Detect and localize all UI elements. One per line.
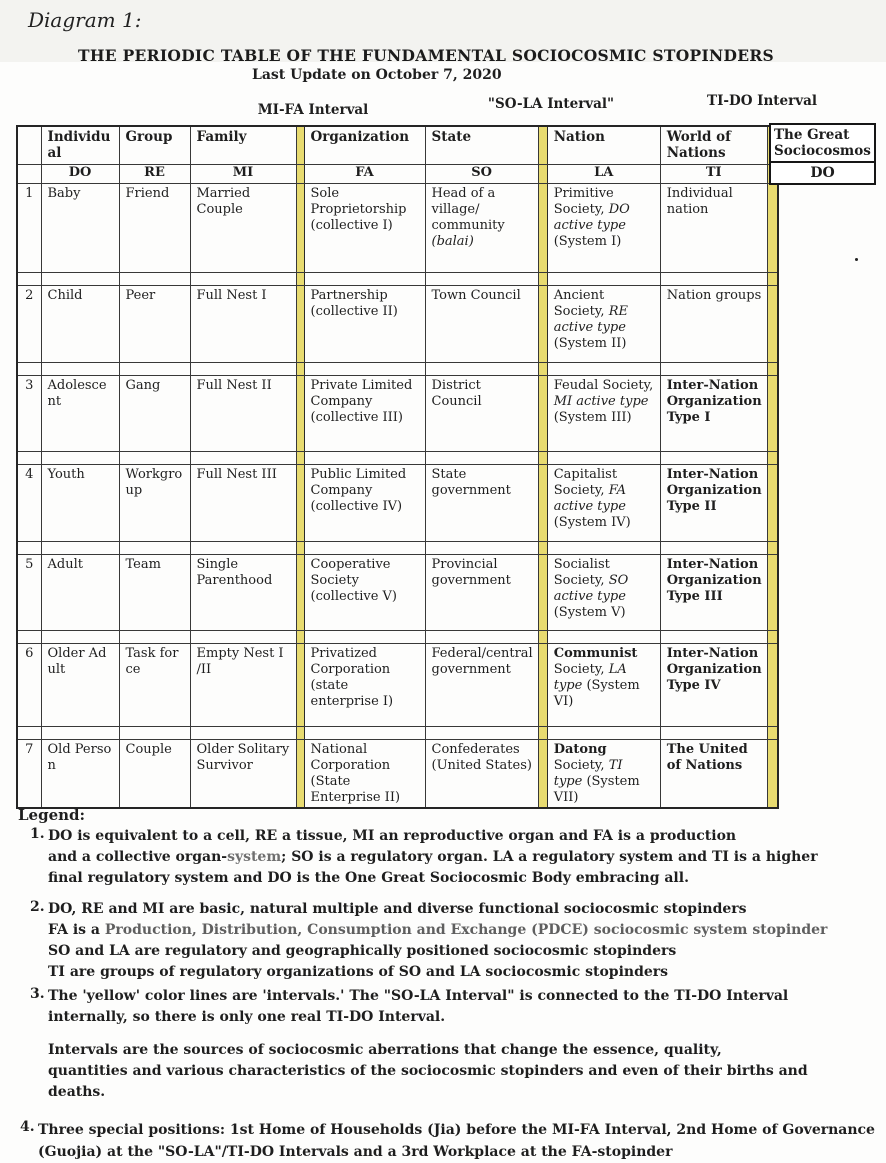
row-number: 6 bbox=[17, 643, 41, 726]
ti-do-interval-band bbox=[767, 285, 778, 362]
ti-do-interval-band bbox=[767, 464, 778, 541]
col-header-nation: Nation bbox=[547, 126, 660, 164]
spacer-row bbox=[17, 362, 778, 375]
table-row-2 bbox=[17, 285, 778, 362]
cell-group: Friend bbox=[119, 183, 190, 272]
table-row-7 bbox=[17, 739, 778, 808]
col-header-world: World of Nations bbox=[660, 126, 767, 164]
mi-fa-interval-band bbox=[296, 126, 304, 164]
note-fa: FA bbox=[304, 164, 425, 183]
so-la-interval-label: "SO-LA Interval" bbox=[487, 96, 615, 112]
cell-world: Nation groups bbox=[660, 285, 767, 362]
legend-line: Intervals are the sources of sociocosmic aberrations that change the essence, quality, bbox=[48, 1042, 722, 1058]
legend-title: Legend: bbox=[18, 806, 86, 824]
cell-state: Town Council bbox=[425, 285, 538, 362]
diagram-label: Diagram 1: bbox=[28, 8, 142, 32]
spacer-row bbox=[17, 272, 778, 285]
mi-fa-interval-band bbox=[296, 643, 304, 726]
legend-line: quantities and various characteristics of the sociocosmic stopinders and even of their births and bbox=[48, 1063, 808, 1079]
cell-family: Married Couple bbox=[190, 183, 296, 272]
legend-section bbox=[0, 800, 880, 1163]
cell-organization: Cooperative Society (collective V) bbox=[304, 554, 425, 630]
cell-individual: Baby bbox=[41, 183, 119, 272]
col-header-organization: Organization bbox=[304, 126, 425, 164]
cell-organization: Public Limited Company (collective IV) bbox=[304, 464, 425, 541]
cell-world: Inter-Nation Organization Type I bbox=[660, 375, 767, 451]
mi-fa-interval-band bbox=[296, 554, 304, 630]
cell-nation: Feudal Society, MI active type (System III) bbox=[547, 375, 660, 451]
cell-state: Federal/central government bbox=[425, 643, 538, 726]
ti-do-interval-band bbox=[767, 183, 778, 272]
row-number: 2 bbox=[17, 285, 41, 362]
table-row-1 bbox=[17, 183, 778, 272]
legend-line: The 'yellow' color lines are 'intervals.' The "SO-LA Interval" is connected to the TI-DO Interval bbox=[48, 988, 789, 1004]
great-sociocosmos-note-do: DO bbox=[769, 163, 876, 185]
spacer-row bbox=[17, 630, 778, 643]
cell-individual: Adolescent bbox=[41, 375, 119, 451]
so-la-interval-band bbox=[538, 554, 547, 630]
cell-organization: Sole Proprietorship (collective I) bbox=[304, 183, 425, 272]
ti-do-interval-band bbox=[767, 554, 778, 630]
cell-family: Single Parenthood bbox=[190, 554, 296, 630]
cell-family: Full Nest III bbox=[190, 464, 296, 541]
legend-item-3-paragraph-2 bbox=[48, 1040, 880, 1103]
corner-cell bbox=[17, 164, 41, 183]
so-la-interval-band bbox=[538, 164, 547, 183]
legend-line: (Guojia) at the "SO-LA"/TI-DO Intervals and a 3rd Workplace at the FA-stopinder bbox=[38, 1144, 673, 1160]
page-title: THE PERIODIC TABLE OF THE FUNDAMENTAL SOCIOCOSMIC STOPINDERS bbox=[78, 46, 775, 65]
legend-item-number: 1. bbox=[30, 826, 45, 842]
cell-family: Older Solitary Survivor bbox=[190, 739, 296, 808]
great-sociocosmos-title: The Great Sociocosmos bbox=[769, 123, 876, 163]
mi-fa-interval-band bbox=[296, 464, 304, 541]
corner-cell bbox=[17, 126, 41, 164]
row-number: 4 bbox=[17, 464, 41, 541]
mi-fa-interval-band bbox=[296, 183, 304, 272]
spacer-row bbox=[17, 726, 778, 739]
cell-individual: Child bbox=[41, 285, 119, 362]
cell-individual: Adult bbox=[41, 554, 119, 630]
mi-fa-interval-band bbox=[296, 285, 304, 362]
note-mi: MI bbox=[190, 164, 296, 183]
so-la-interval-band bbox=[538, 126, 547, 164]
cell-organization: Privatized Corporation (state enterprise I) bbox=[304, 643, 425, 726]
cell-state: Head of a village/ community (balai) bbox=[425, 183, 538, 272]
cell-nation: Datong Society, TI type (System VII) bbox=[547, 739, 660, 808]
cell-nation: Ancient Society, RE active type (System II) bbox=[547, 285, 660, 362]
cell-group: Workgroup bbox=[119, 464, 190, 541]
note-row bbox=[17, 164, 778, 183]
legend-item-number: 2. bbox=[30, 899, 45, 915]
table-row-3 bbox=[17, 375, 778, 451]
cell-family: Full Nest I bbox=[190, 285, 296, 362]
legend-line: DO is equivalent to a cell, RE a tissue, MI an reproductive organ and FA is a production bbox=[48, 828, 737, 844]
row-number: 3 bbox=[17, 375, 41, 451]
table-row-6 bbox=[17, 643, 778, 726]
legend-line: DO, RE and MI are basic, natural multiple and diverse functional sociocosmic stopinders bbox=[48, 901, 747, 917]
cell-state: Confederates (United States) bbox=[425, 739, 538, 808]
note-la: LA bbox=[547, 164, 660, 183]
stray-mark bbox=[855, 258, 858, 261]
so-la-interval-band bbox=[538, 739, 547, 808]
cell-organization: Private Limited Company (collective III) bbox=[304, 375, 425, 451]
table-row-5 bbox=[17, 554, 778, 630]
legend-item-number: 3. bbox=[30, 986, 45, 1002]
last-update-note: Last Update on October 7, 2020 bbox=[252, 67, 502, 83]
note-ti: TI bbox=[660, 164, 767, 183]
col-header-individual: Individual bbox=[41, 126, 119, 164]
mi-fa-interval-band bbox=[296, 375, 304, 451]
legend-item-1 bbox=[30, 826, 880, 889]
spacer-row bbox=[17, 541, 778, 554]
ti-do-interval-label: TI-DO Interval bbox=[707, 93, 817, 109]
legend-line: deaths. bbox=[48, 1084, 106, 1100]
cell-state: Provincial government bbox=[425, 554, 538, 630]
cell-group: Couple bbox=[119, 739, 190, 808]
cell-world: Inter-Nation Organization Type III bbox=[660, 554, 767, 630]
cell-nation: Socialist Society, SO active type (System V) bbox=[547, 554, 660, 630]
cell-group: Task force bbox=[119, 643, 190, 726]
legend-line: FA is a Production, Distribution, Consumption and Exchange (PDCE) sociocosmic system stopinder bbox=[48, 922, 828, 938]
legend-item-number: 4. bbox=[20, 1119, 35, 1135]
table-row-4 bbox=[17, 464, 778, 541]
legend-line: Three special positions: 1st Home of Households (Jia) before the MI-FA Interval, 2nd Home of Governance bbox=[38, 1122, 875, 1138]
stopinders-table-wrap bbox=[16, 125, 779, 809]
legend-line: SO and LA are regulatory and geographically positioned sociocosmic stopinders bbox=[48, 943, 677, 959]
mi-fa-interval-label: MI-FA Interval bbox=[257, 102, 369, 118]
ti-do-interval-band bbox=[767, 375, 778, 451]
cell-individual: Youth bbox=[41, 464, 119, 541]
cell-world: Inter-Nation Organization Type IV bbox=[660, 643, 767, 726]
cell-state: State government bbox=[425, 464, 538, 541]
cell-world: Inter-Nation Organization Type II bbox=[660, 464, 767, 541]
cell-state: District Council bbox=[425, 375, 538, 451]
col-header-family: Family bbox=[190, 126, 296, 164]
cell-family: Full Nest II bbox=[190, 375, 296, 451]
note-do: DO bbox=[41, 164, 119, 183]
legend-line: internally, so there is only one real TI-DO Interval. bbox=[48, 1009, 446, 1025]
note-re: RE bbox=[119, 164, 190, 183]
row-number: 1 bbox=[17, 183, 41, 272]
mi-fa-interval-band bbox=[296, 739, 304, 808]
cell-individual: Old Person bbox=[41, 739, 119, 808]
legend-line: and a collective organ-system; SO is a regulatory organ. LA a regulatory system and TI is a higher bbox=[48, 849, 818, 865]
great-sociocosmos-box bbox=[769, 123, 876, 185]
cell-individual: Older Adult bbox=[41, 643, 119, 726]
cell-world: Individual nation bbox=[660, 183, 767, 272]
cell-organization: National Corporation (State Enterprise II) bbox=[304, 739, 425, 808]
cell-group: Gang bbox=[119, 375, 190, 451]
row-number: 5 bbox=[17, 554, 41, 630]
so-la-interval-band bbox=[538, 643, 547, 726]
cell-nation: Primitive Society, DO active type (System I) bbox=[547, 183, 660, 272]
cell-organization: Partnership (collective II) bbox=[304, 285, 425, 362]
note-so: SO bbox=[425, 164, 538, 183]
col-header-group: Group bbox=[119, 126, 190, 164]
col-header-state: State bbox=[425, 126, 538, 164]
ti-do-interval-band bbox=[767, 643, 778, 726]
cell-group: Peer bbox=[119, 285, 190, 362]
legend-item-4 bbox=[20, 1119, 880, 1163]
cell-nation: Capitalist Society, FA active type (System IV) bbox=[547, 464, 660, 541]
so-la-interval-band bbox=[538, 375, 547, 451]
ti-do-interval-band bbox=[767, 739, 778, 808]
so-la-interval-band bbox=[538, 285, 547, 362]
spacer-row bbox=[17, 451, 778, 464]
so-la-interval-band bbox=[538, 183, 547, 272]
legend-item-3 bbox=[30, 986, 880, 1028]
mi-fa-interval-band bbox=[296, 164, 304, 183]
row-number: 7 bbox=[17, 739, 41, 808]
legend-line: final regulatory system and DO is the One Great Sociocosmic Body embracing all. bbox=[48, 870, 689, 886]
header-row bbox=[17, 126, 778, 164]
so-la-interval-band bbox=[538, 464, 547, 541]
stopinders-table bbox=[16, 125, 779, 809]
cell-family: Empty Nest I /II bbox=[190, 643, 296, 726]
cell-world: The United of Nations bbox=[660, 739, 767, 808]
cell-group: Team bbox=[119, 554, 190, 630]
cell-nation: Communist Society, LA type (System VI) bbox=[547, 643, 660, 726]
legend-item-2 bbox=[30, 899, 880, 983]
legend-line: TI are groups of regulatory organizations of SO and LA sociocosmic stopinders bbox=[48, 964, 669, 980]
